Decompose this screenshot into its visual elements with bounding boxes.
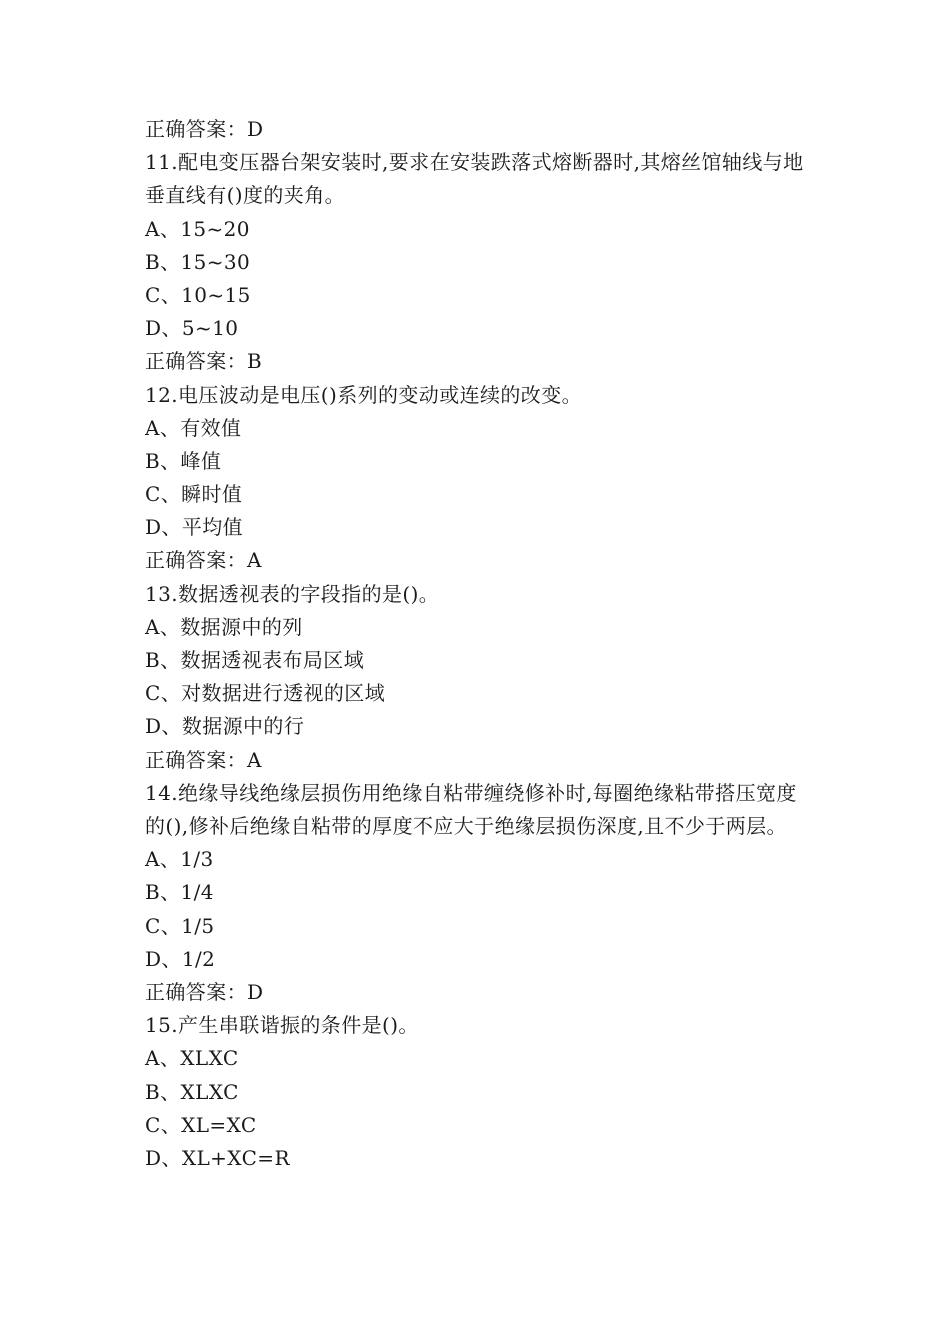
option-line: B、峰值 — [145, 448, 222, 473]
question-text: 13.数据透视表的字段指的是()。 — [145, 581, 440, 606]
answer-line: 正确答案：D — [145, 117, 264, 141]
option-line: A、15~20 — [145, 216, 250, 241]
question-text: 12.电压波动是电压()系列的变动或连续的改变。 — [145, 382, 583, 407]
option-line: C、瞬时值 — [145, 482, 243, 507]
option-line: A、有效值 — [145, 415, 242, 440]
question-text: 14.绝缘导线绝缘层损伤用绝缘自粘带缠绕修补时,每圈绝缘粘带搭压宽度的(),修补后绝缘自粘带的厚度不应大于绝缘层损伤深度,且不少于两层。 — [145, 780, 797, 839]
option-line: B、XLXC — [145, 1079, 239, 1104]
answer-line: 正确答案：A — [145, 548, 262, 573]
option-line: C、1/5 — [145, 913, 215, 938]
option-line: B、1/4 — [145, 880, 214, 905]
option-line: A、数据源中的列 — [145, 614, 303, 639]
question-text: 15.产生串联谐振的条件是()。 — [145, 1013, 419, 1038]
option-line: C、对数据进行透视的区域 — [145, 681, 386, 706]
option-line: D、数据源中的行 — [145, 714, 305, 739]
option-line: D、1/2 — [145, 946, 216, 971]
option-line: B、15~30 — [145, 249, 251, 274]
option-line: D、平均值 — [145, 515, 244, 540]
option-line: C、XL=XC — [145, 1112, 257, 1137]
option-line: D、XL+XC=R — [145, 1145, 290, 1170]
answer-line: 正确答案：D — [145, 979, 264, 1004]
option-line: A、1/3 — [145, 847, 214, 872]
document-page — [145, 113, 815, 1175]
question-text: 11.配电变压器台架安装时,要求在安装跌落式熔断器时,其熔丝馆轴线与地垂直线有()度的夹角。 — [145, 150, 804, 208]
option-line: B、数据透视表布局区域 — [145, 648, 365, 673]
option-line: C、10~15 — [145, 282, 251, 307]
option-line: A、XLXC — [145, 1046, 239, 1071]
answer-line: 正确答案：A — [145, 747, 262, 772]
option-line: D、5~10 — [145, 316, 239, 341]
answer-line: 正确答案：B — [145, 349, 263, 374]
